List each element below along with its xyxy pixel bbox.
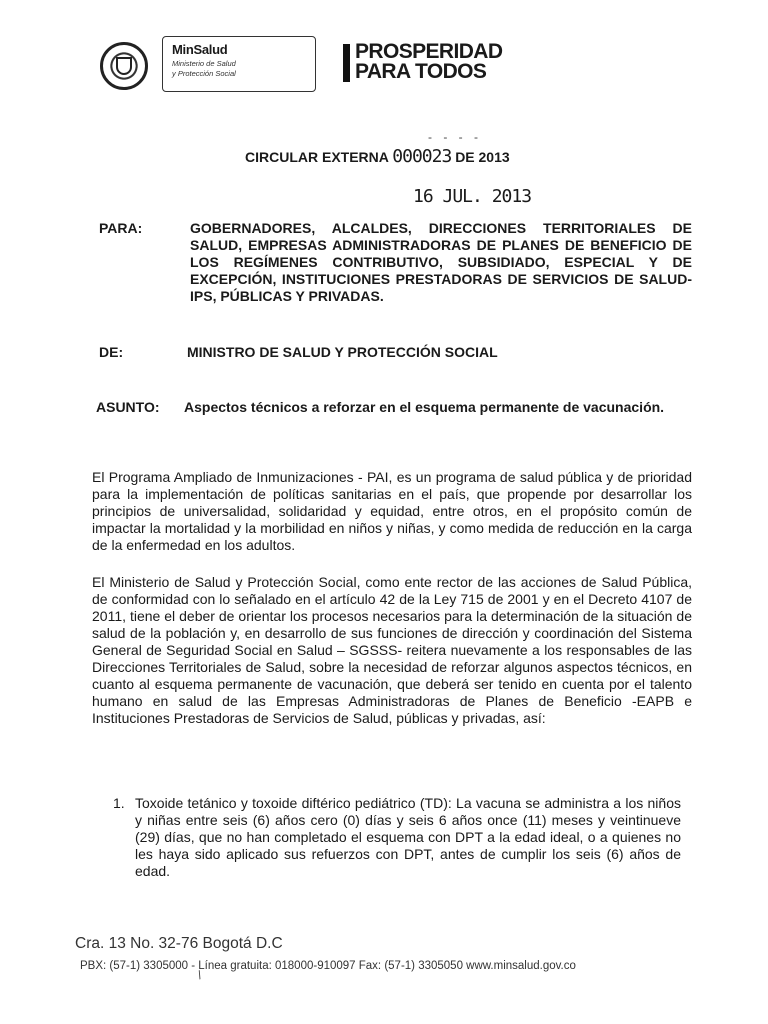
minsalud-logo-subtitle bbox=[172, 59, 302, 79]
de-label: DE: bbox=[99, 344, 124, 360]
slogan-line-2: PARA TODOS bbox=[355, 60, 487, 83]
slogan-bar-icon bbox=[343, 44, 350, 82]
minsalud-logo-subtitle-1: Ministerio de Salud bbox=[172, 59, 236, 68]
body-paragraph-2: El Ministerio de Salud y Protección Social, como ente rector de las acciones de Salud Pública, de conformidad con lo señalado en el artículo 42 de la Ley 715 de 2001 y en el Decreto 4107 de 2011, tiene el deber de orientar los procesos necesarios para la determinación de la situación de salud de la población y, en desarrollo de sus funciones de dirección y coordinación del Sistema General de Seguridad Social en Salud – SGSSS- reitera nuevamente a los responsables de las Direcciones Territoriales de Salud, sobre la necesidad de reforzar algunos aspectos técnicos, en cuanto al esquema permanente de vacunación, que deberá ser tenido en cuenta por el talento humano en salud de las Empresas Administradoras de Planes de Beneficio -EAPB e Instituciones Prestadoras de Servicios de Salud, públicas y privadas, así: bbox=[92, 574, 692, 726]
circular-heading bbox=[245, 146, 510, 167]
slogan-line-1: PROSPERIDAD bbox=[355, 40, 503, 63]
para-label: PARA: bbox=[99, 220, 143, 236]
circular-number: 000023 bbox=[392, 146, 452, 167]
footer-contact: PBX: (57-1) 3305000 - Línea gratuita: 018000-910097 Fax: (57-1) 3305050 www.minsalud.gov.co bbox=[80, 960, 576, 972]
body-paragraph-1: El Programa Ampliado de Inmunizaciones - PAI, es un programa de salud pública y de prioridad para la implementación de políticas sanitarias en el país, que propende por desarrollar los principios de universalidad, solidaridad y equidad, entre otros, en el propósito común de impactar la mortalidad y la morbilidad en niños y niñas, y como medida de reducción en la carga de la enfermedad en los adultos. bbox=[92, 469, 692, 553]
minsalud-logo-title: MinSalud bbox=[172, 42, 228, 57]
footer-address: Cra. 13 No. 32-76 Bogotá D.C bbox=[75, 935, 283, 952]
coat-of-arms-seal-icon bbox=[100, 42, 148, 90]
handwritten-dashes: ‐ ‐ ‐ ‐ bbox=[428, 130, 482, 144]
circular-suffix: DE 2013 bbox=[455, 149, 510, 165]
list-item-1: Toxoide tetánico y toxoide diftérico pediátrico (TD): La vacuna se administra a los niños y niñas entre seis (6) años cero (0) días y seis 6 años once (11) meses y veintinueve (29) días, que no han completado el esquema con DPT a la edad ideal, o a quienes no les haya sido aplicado sus refuerzos con DPT, antes de cumplir los seis (6) años de edad. bbox=[135, 795, 681, 879]
de-sender: MINISTRO DE SALUD Y PROTECCIÓN SOCIAL bbox=[187, 344, 498, 360]
asunto-subject: Aspectos técnicos a reforzar en el esquema permanente de vacunación. bbox=[184, 399, 665, 415]
minsalud-logo-subtitle-2: y Protección Social bbox=[172, 69, 236, 78]
para-recipients: GOBERNADORES, ALCALDES, DIRECCIONES TERRITORIALES DE SALUD, EMPRESAS ADMINISTRADORAS DE PLANES DE BENEFICIO DE LOS REGÍMENES CONTRIBUTIVO, SUBSIDIADO, ESPECIAL Y DE EXCEPCIÓN, INSTITUCIONES PRESTADORAS DE SERVICIOS DE SALUD- IPS, PÚBLICAS Y PRIVADAS. bbox=[190, 220, 692, 304]
date-stamp: 16 JUL. 2013 bbox=[413, 186, 532, 207]
circular-prefix: CIRCULAR EXTERNA bbox=[245, 149, 389, 165]
asunto-label: ASUNTO: bbox=[96, 399, 160, 415]
pen-mark: / bbox=[195, 967, 204, 983]
list-item-number: 1. bbox=[113, 795, 125, 811]
slogan-logo bbox=[355, 42, 502, 82]
